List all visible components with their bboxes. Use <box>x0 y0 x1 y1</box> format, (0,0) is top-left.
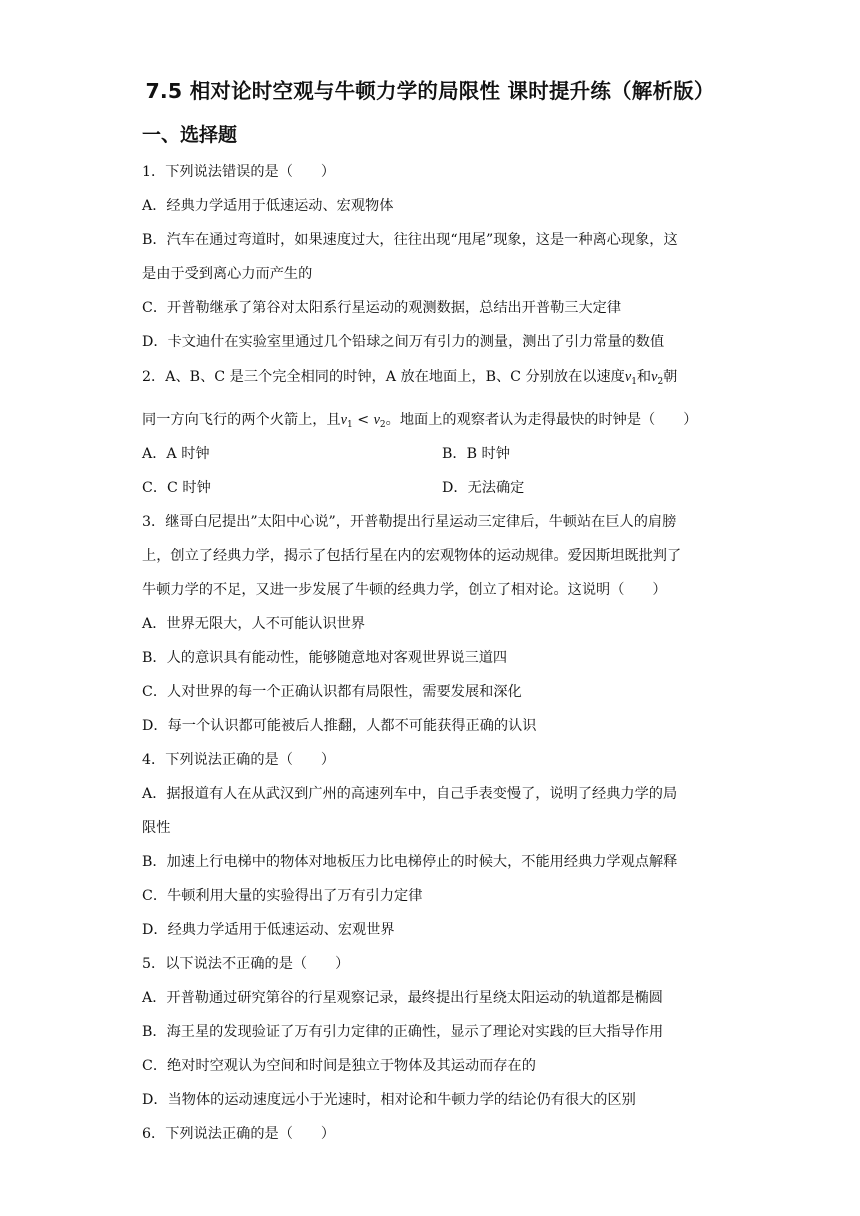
question-5-option-a: A．开普勒通过研究第谷的行星观察记录，最终提出行星绕太阳运动的轨道都是椭圆 <box>142 990 663 1006</box>
question-5-option-c: C．绝对时空观认为空间和时间是独立于物体及其运动而存在的 <box>142 1058 536 1074</box>
question-3-stem-cont-2: 牛顿力学的不足，又进一步发展了牛顿的经典力学，创立了相对论。这说明（ ） <box>142 582 667 598</box>
section-heading: 一、选择题 <box>142 124 238 146</box>
question-1-option-a: A．经典力学适用于低速运动、宏观物体 <box>142 198 394 214</box>
question-3-stem-cont-1: 上，创立了经典力学，揭示了包括行星在内的宏观物体的运动规律。爱因斯坦既批判了 <box>142 548 682 564</box>
question-1-stem: 1．下列说法错误的是（ ） <box>142 164 336 180</box>
question-2-option-c: C．C 时钟 <box>142 480 211 496</box>
question-5-stem: 5．以下说法不正确的是（ ） <box>142 956 350 972</box>
question-4-option-a: A．据报道有人在从武汉到广州的高速列车中，自己手表变慢了，说明了经典力学的局 <box>142 786 678 802</box>
question-3-option-d: D．每一个认识都可能被后人推翻，人都不可能获得正确的认识 <box>142 718 537 734</box>
question-3-stem: 3．继哥白尼提出”太阳中心说”，开普勒提出行星运动三定律后，牛顿站在巨人的肩膀 <box>142 514 677 530</box>
question-4-stem: 4．下列说法正确的是（ ） <box>142 752 336 768</box>
question-4-option-b: B．加速上行电梯中的物体对地板压力比电梯停止的时候大，不能用经典力学观点解释 <box>142 854 678 870</box>
question-2-option-a: A．A 时钟 <box>142 446 210 462</box>
question-5-option-b: B．海王星的发现验证了万有引力定律的正确性，显示了理论对实践的巨大指导作用 <box>142 1024 664 1040</box>
question-3-option-b: B．人的意识具有能动性，能够随意地对客观世界说三道四 <box>142 650 508 666</box>
question-6-stem: 6．下列说法正确的是（ ） <box>142 1126 336 1142</box>
question-3-option-c: C．人对世界的每一个正确认识都有局限性，需要发展和深化 <box>142 684 522 700</box>
question-3-option-a: A．世界无限大，人不可能认识世界 <box>142 616 366 632</box>
question-2-option-d: D．无法确定 <box>442 480 525 496</box>
question-1-option-b-cont: 是由于受到离心力而产生的 <box>142 266 313 282</box>
question-4-option-a-cont: 限性 <box>142 820 171 836</box>
question-2-stem-cont: 同一方向飞行的两个火箭上，且$v_1 < v_2$。地面上的观察者认为走得最快的时钟是（ ） <box>142 412 698 430</box>
question-2-stem: 2．A、B、C 是三个完全相同的时钟，A 放在地面上，B、C 分别放在以速度$v_1$和$v_2$朝 <box>142 369 678 387</box>
question-2-option-b: B．B 时钟 <box>442 446 510 462</box>
question-5-option-d: D．当物体的运动速度远小于光速时，相对论和牛顿力学的结论仍有很大的区别 <box>142 1092 636 1108</box>
question-4-option-d: D．经典力学适用于低速运动、宏观世界 <box>142 922 395 938</box>
question-1-option-d: D．卡文迪什在实验室里通过几个铅球之间万有引力的测量，测出了引力常量的数值 <box>142 334 665 350</box>
question-1-option-b: B．汽车在通过弯道时，如果速度过大，往往出现“甩尾”现象，这是一种离心现象，这 <box>142 232 678 248</box>
document-title: 7.5 相对论时空观与牛顿力学的局限性 课时提升练（解析版） <box>145 79 715 103</box>
question-4-option-c: C．牛顿利用大量的实验得出了万有引力定律 <box>142 888 423 904</box>
question-1-option-c: C．开普勒继承了第谷对太阳系行星运动的观测数据，总结出开普勒三大定律 <box>142 300 622 316</box>
